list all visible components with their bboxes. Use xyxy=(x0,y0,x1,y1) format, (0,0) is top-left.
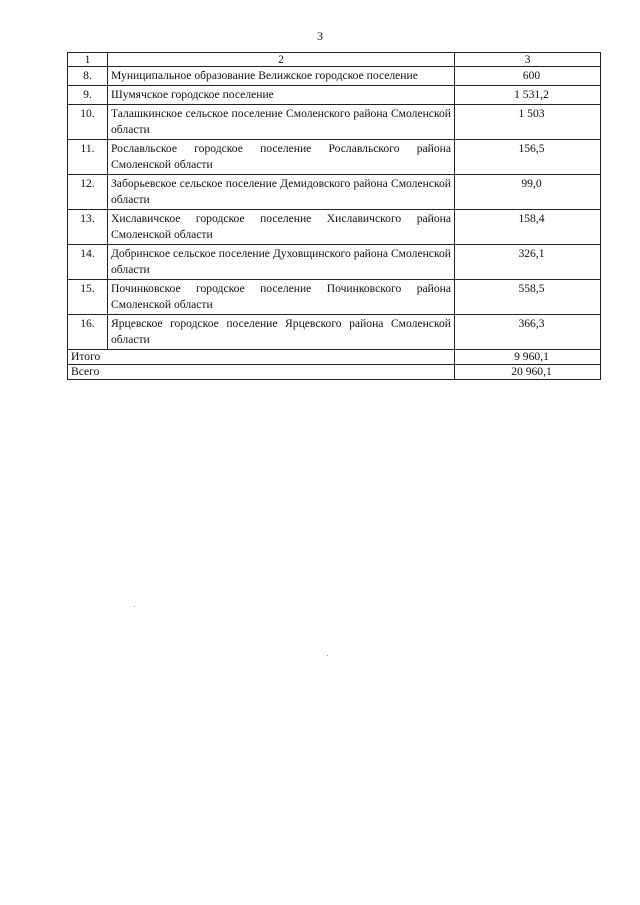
subtotal-row xyxy=(68,350,601,365)
row-number: 14. xyxy=(68,245,108,280)
total-row-value: 20 960,1 xyxy=(455,365,601,380)
header-col-1: 1 xyxy=(68,53,108,67)
table-row xyxy=(68,175,601,210)
row-number: 16. xyxy=(68,315,108,350)
row-number: 8. xyxy=(68,67,108,86)
settlement-name: Муниципальное образование Велижское городское поселение xyxy=(108,67,455,86)
scan-speck xyxy=(327,655,328,656)
table-row xyxy=(68,67,601,86)
settlement-name: Рославльское городское поселение Рославльского района Смоленской области xyxy=(108,140,455,175)
row-number: 11. xyxy=(68,140,108,175)
allocation-table xyxy=(67,52,601,380)
row-number: 10. xyxy=(68,105,108,140)
table-row xyxy=(68,86,601,105)
table-row xyxy=(68,280,601,315)
amount-value: 158,4 xyxy=(455,210,601,245)
table-header-row xyxy=(68,53,601,67)
table-row xyxy=(68,210,601,245)
settlement-name: Заборьевское сельское поселение Демидовского района Смоленской области xyxy=(108,175,455,210)
row-number: 12. xyxy=(68,175,108,210)
table-row xyxy=(68,140,601,175)
subtotal-row-label: Итого xyxy=(68,350,455,365)
row-number: 15. xyxy=(68,280,108,315)
settlement-name: Хиславичское городское поселение Хиславичского района Смоленской области xyxy=(108,210,455,245)
amount-value: 366,3 xyxy=(455,315,601,350)
amount-value: 99,0 xyxy=(455,175,601,210)
page-number: 3 xyxy=(317,29,323,43)
settlement-name: Добринское сельское поселение Духовщинского района Смоленской области xyxy=(108,245,455,280)
total-row xyxy=(68,365,601,380)
table-row xyxy=(68,105,601,140)
total-row-label: Всего xyxy=(68,365,455,380)
header-col-3: 3 xyxy=(455,53,601,67)
table-row xyxy=(68,315,601,350)
amount-value: 558,5 xyxy=(455,280,601,315)
settlement-name: Починковское городское поселение Починковского района Смоленской области xyxy=(108,280,455,315)
amount-value: 156,5 xyxy=(455,140,601,175)
amount-value: 326,1 xyxy=(455,245,601,280)
header-col-2: 2 xyxy=(108,53,455,67)
row-number: 9. xyxy=(68,86,108,105)
settlement-name: Шумячское городское поселение xyxy=(108,86,455,105)
table-row xyxy=(68,245,601,280)
settlement-name: Ярцевское городское поселение Ярцевского района Смоленской области xyxy=(108,315,455,350)
row-number: 13. xyxy=(68,210,108,245)
subtotal-row-value: 9 960,1 xyxy=(455,350,601,365)
amount-value: 1 503 xyxy=(455,105,601,140)
scan-speck xyxy=(134,606,135,607)
amount-value: 1 531,2 xyxy=(455,86,601,105)
settlement-name: Талашкинское сельское поселение Смоленского района Смоленской области xyxy=(108,105,455,140)
amount-value: 600 xyxy=(455,67,601,86)
